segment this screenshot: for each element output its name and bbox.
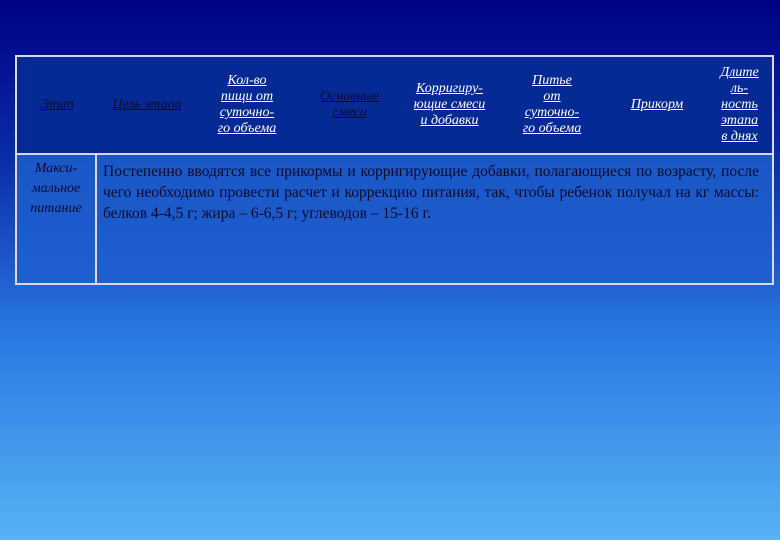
header-label: Корригиру- ющие смеси и добавки — [413, 81, 486, 128]
header-cell-duration — [707, 57, 772, 153]
column-divider — [95, 155, 97, 283]
description-cell — [103, 161, 759, 224]
header-cell-main-formulas — [297, 57, 402, 153]
header-cell-food-amount — [197, 57, 297, 153]
header-label: Цель этапа — [112, 97, 182, 112]
stage-cell — [17, 155, 95, 283]
header-label: Прикорм — [630, 97, 684, 112]
header-label: Этап — [40, 97, 74, 112]
header-cell-stage-goal — [97, 57, 197, 153]
header-label: Питье от суточно- го объема — [522, 73, 582, 136]
header-cell-drinking — [497, 57, 607, 153]
table-header-row — [17, 57, 772, 155]
table-row — [17, 155, 772, 283]
header-cell-stage — [17, 57, 97, 153]
header-cell-complementary-food — [607, 57, 707, 153]
stage-name: Макси- мальное питание — [30, 161, 82, 216]
nutrition-table — [15, 55, 774, 285]
header-label: Кол-во пищи от суточно- го объема — [217, 73, 277, 136]
stage-description: Постепенно вводятся все прикормы и корригирующие добавки, полагающиеся по возрасту, после чего необходимо провести расчет и коррекцию питания, так, чтобы ребенок получал на кг массы: белков 4-4,5 г; жира – 6-6,5 г; углеводов – 15-16 г. — [103, 163, 759, 222]
header-cell-corrective-formulas — [402, 57, 497, 153]
header-label: Основные смеси — [320, 89, 379, 120]
header-label: Длите ль- ность этапа в днях — [720, 65, 759, 144]
